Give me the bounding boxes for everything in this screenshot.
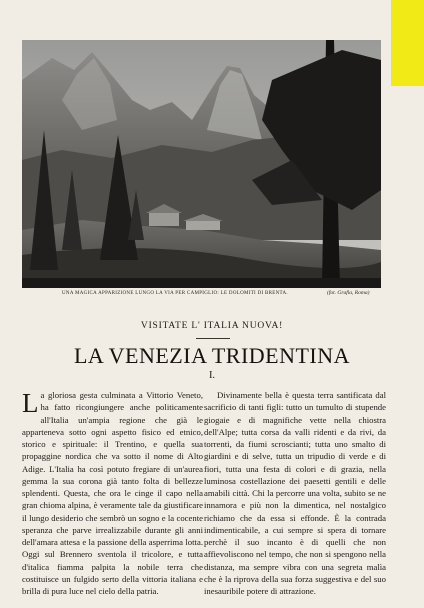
yellow-tab-marker [391, 0, 424, 86]
mountain-photo [22, 40, 381, 288]
photo-caption: UNA MAGICA APPARIZIONE LUNGO LA VIA PER CAMPIGLIO: LE DOLOMITI DI BRENTA. [62, 291, 288, 296]
article-paragraph-left [22, 389, 203, 597]
dolomites-illustration [22, 40, 381, 288]
photo-credit: (fot. Grafia, Roma) [327, 290, 370, 296]
left-column-text: a gloriosa gesta culminata a Vittorio Veneto, ha fatto ricongiungere anche politicamente all'Italia un'ampia regione che già le apparteneva sotto ogni aspetto fisico ed etnico, storico e spirituale: il Trentino, e quella sua propaggine nordica che va sotto il nome di Alto Adige. L'Italia ha così potuto fregiare di un'aurea gemma la sua corona già tanto folta di bellezze splendenti. Questa, che ora le cinge il capo nella gran chioma alpina, è veramente tale da giustificare il lungo desiderio che sembrò un sogno e la cocente speranza che parve irrealizzabile durante gli anni dell'amara attesa e la passione della asperrima lotta. Oggi sul Brennero sventola il tricolore, e tutta d'italica fiamma palpita la nobile terra che costituisce un fulgido serto della vittoria italiana e brilla di pura luce nel cielo della patria. [22, 390, 203, 596]
article-column-left [22, 389, 203, 604]
article-title: LA VENEZIA TRIDENTINA [73, 343, 351, 368]
title-divider [196, 338, 230, 339]
right-column-text: Divinamente bella è questa terra santificata dal sacrificio di tanti figli: tutto un tumulto di stupende giogaie e di magnifiche vette nella chiostra dell'Alpe; tutta corsa da valli ridenti e da rivi, da torrenti, da fiumi scroscianti; tutta uno smalto di giardini e di selve, tutta un tripudio di verde e di fiori, tutta una festa di colori e di grazia, nella luminosa costellazione dei paesetti gentili e delle amabili città. Chi la percorre una volta, subito se ne innamora e più non la dimentica, nel nostalgico richiamo che da essa si effonde. È la contrada indimenticabile, a cui sempre si spera di tornare perchè il suo incanto è di quelli che non affievoliscono nel tempo, che non si spengono nella distanza, ma sempre vibra con una segreta malìa che è la riprova della sua forza suggestiva e del suo inesauribile potere di attrazione. [204, 390, 386, 596]
section-number: I. [208, 370, 216, 381]
drop-cap: L [22, 389, 39, 418]
article-column-right [204, 389, 386, 604]
article-kicker: VISITATE L' ITALIA NUOVA! [140, 321, 284, 331]
